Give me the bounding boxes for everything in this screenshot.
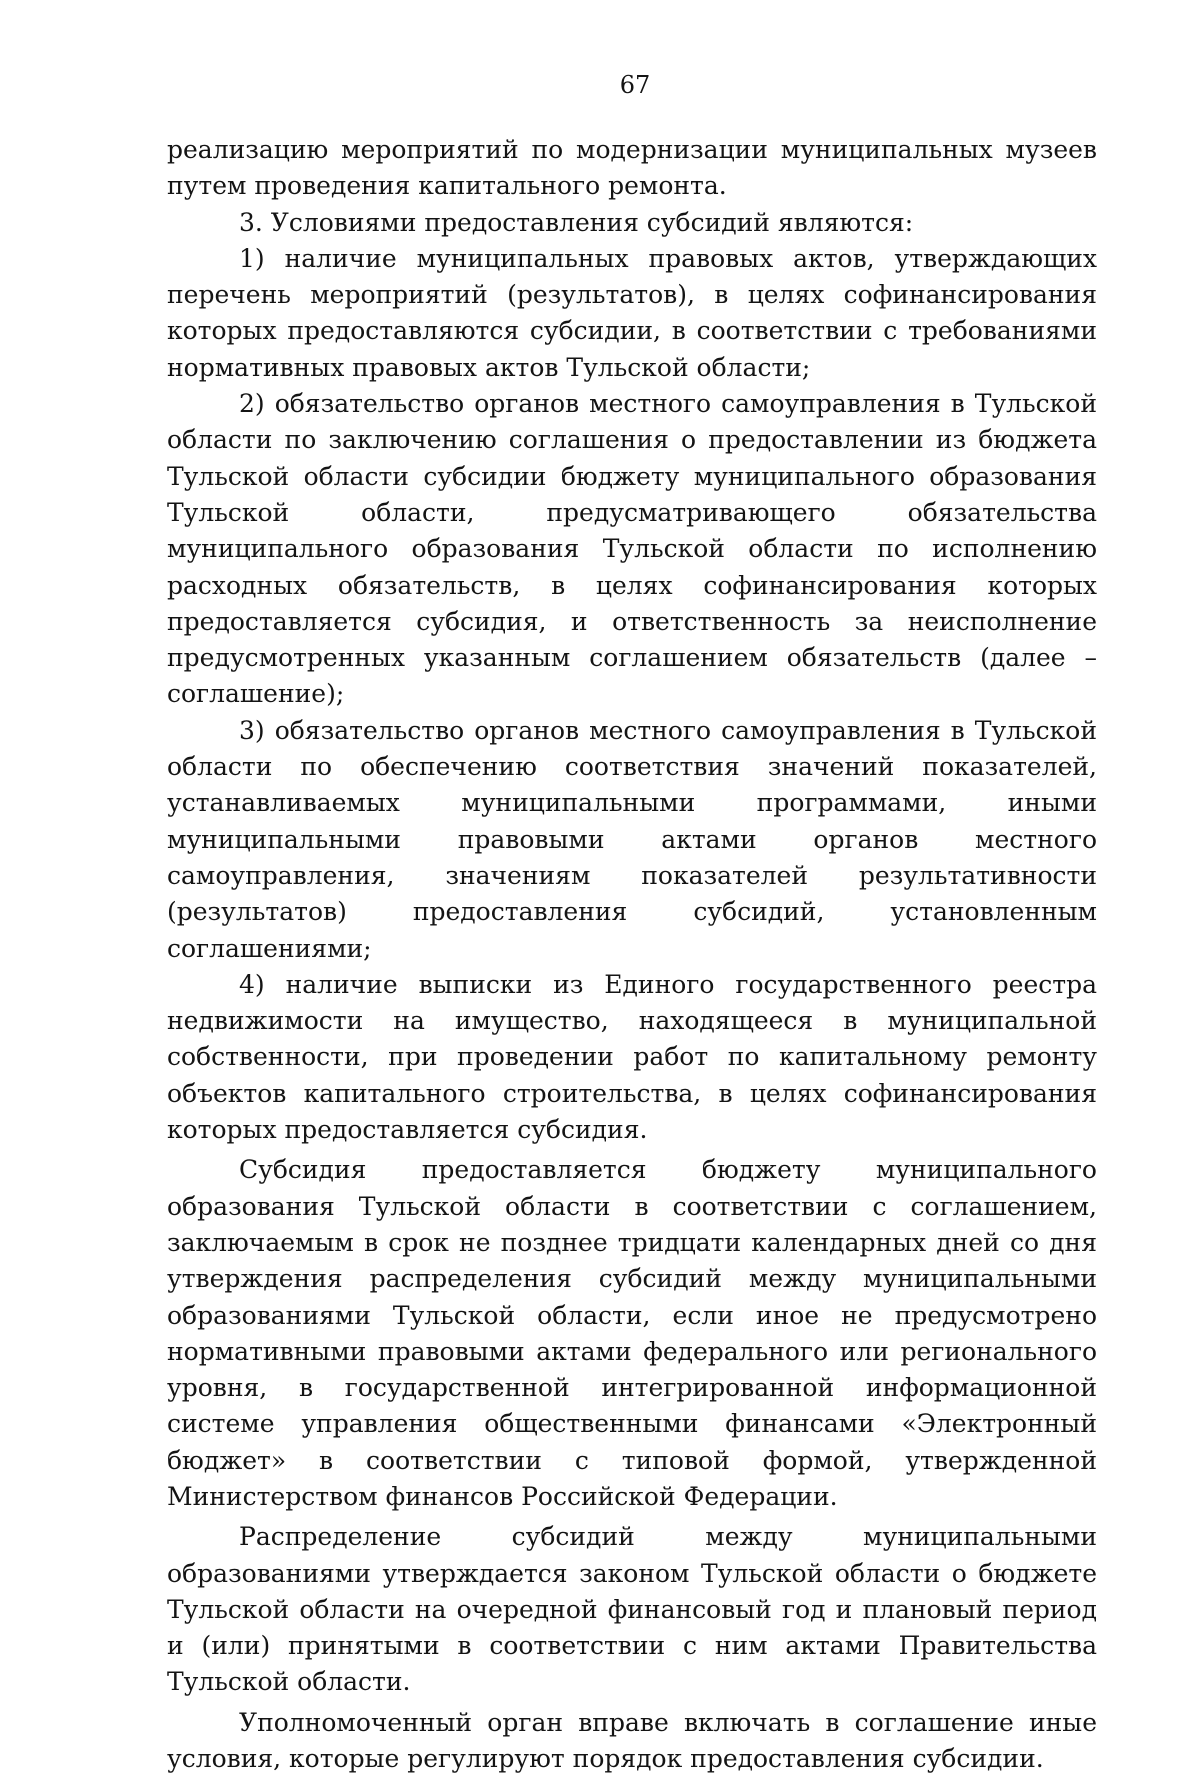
- paragraph-subsidy-distribution: Распределение субсидий между муниципальными образованиями утверждается законом Тульской области о бюджете Тульской области на очередной финансовый год и плановый период и (или) принятыми в соответствии с ним актами Правительства Тульской области.: [167, 1522, 1097, 1697]
- paragraph-authorized-body: Уполномоченный орган вправе включать в соглашение иные условия, которые регулируют порядок предоставления субсидии.: [167, 1707, 1097, 1774]
- document-body: [167, 132, 1097, 1777]
- paragraph-condition-2: 2) обязательство органов местного самоуправления в Тульской области по заключению соглашения о предоставлении из бюджета Тульской области субсидии бюджету муниципального образования Тульской области, предусматривающего обязательства муниципального образования Тульской области по исполнению расходных обязательств, в целях софинансирования которых предоставляется субсидия, и ответственность за неисполнение предусмотренных указанным соглашением обязательств (далее – соглашение);: [167, 389, 1097, 709]
- paragraph-continuation: реализацию мероприятий по модернизации муниципальных музеев путем проведения капитального ремонта.: [167, 135, 1097, 201]
- page-number: 67: [619, 71, 651, 99]
- paragraph-conditions-heading: 3. Условиями предоставления субсидий являются:: [239, 207, 914, 237]
- paragraph-subsidy-agreement: Субсидия предоставляется бюджету муниципального образования Тульской области в соответствии с соглашением, заключаемым в срок не позднее тридцати календарных дней со дня утверждения распределения субсидий между муниципальными образованиями Тульской области, если иное не предусмотрено нормативными правовыми актами федерального или регионального уровня, в государственной интегрированной информационной системе управления общественными финансами «Электронный бюджет» в соответствии с типовой формой, утвержденной Министерством финансов Российской Федерации.: [167, 1155, 1097, 1511]
- paragraph-condition-4: 4) наличие выписки из Единого государственного реестра недвижимости на имущество, находящееся в муниципальной собственности, при проведении работ по капитальному ремонту объектов капитального строительства, в целях софинансирования которых предоставляется субсидия.: [167, 969, 1097, 1145]
- paragraph-condition-3: 3) обязательство органов местного самоуправления в Тульской области по обеспечению соответствия значений показателей, устанавливаемых муниципальными программами, иными муниципальными правовыми актами органов местного самоуправления, значениям показателей результативности (результатов) предоставления субсидий, установленным соглашениями;: [167, 715, 1097, 963]
- paragraph-condition-1: 1) наличие муниципальных правовых актов, утверждающих перечень мероприятий (результатов), в целях софинансирования которых предоставляются субсидии, в соответствии с требованиями нормативных правовых актов Тульской области;: [167, 243, 1097, 382]
